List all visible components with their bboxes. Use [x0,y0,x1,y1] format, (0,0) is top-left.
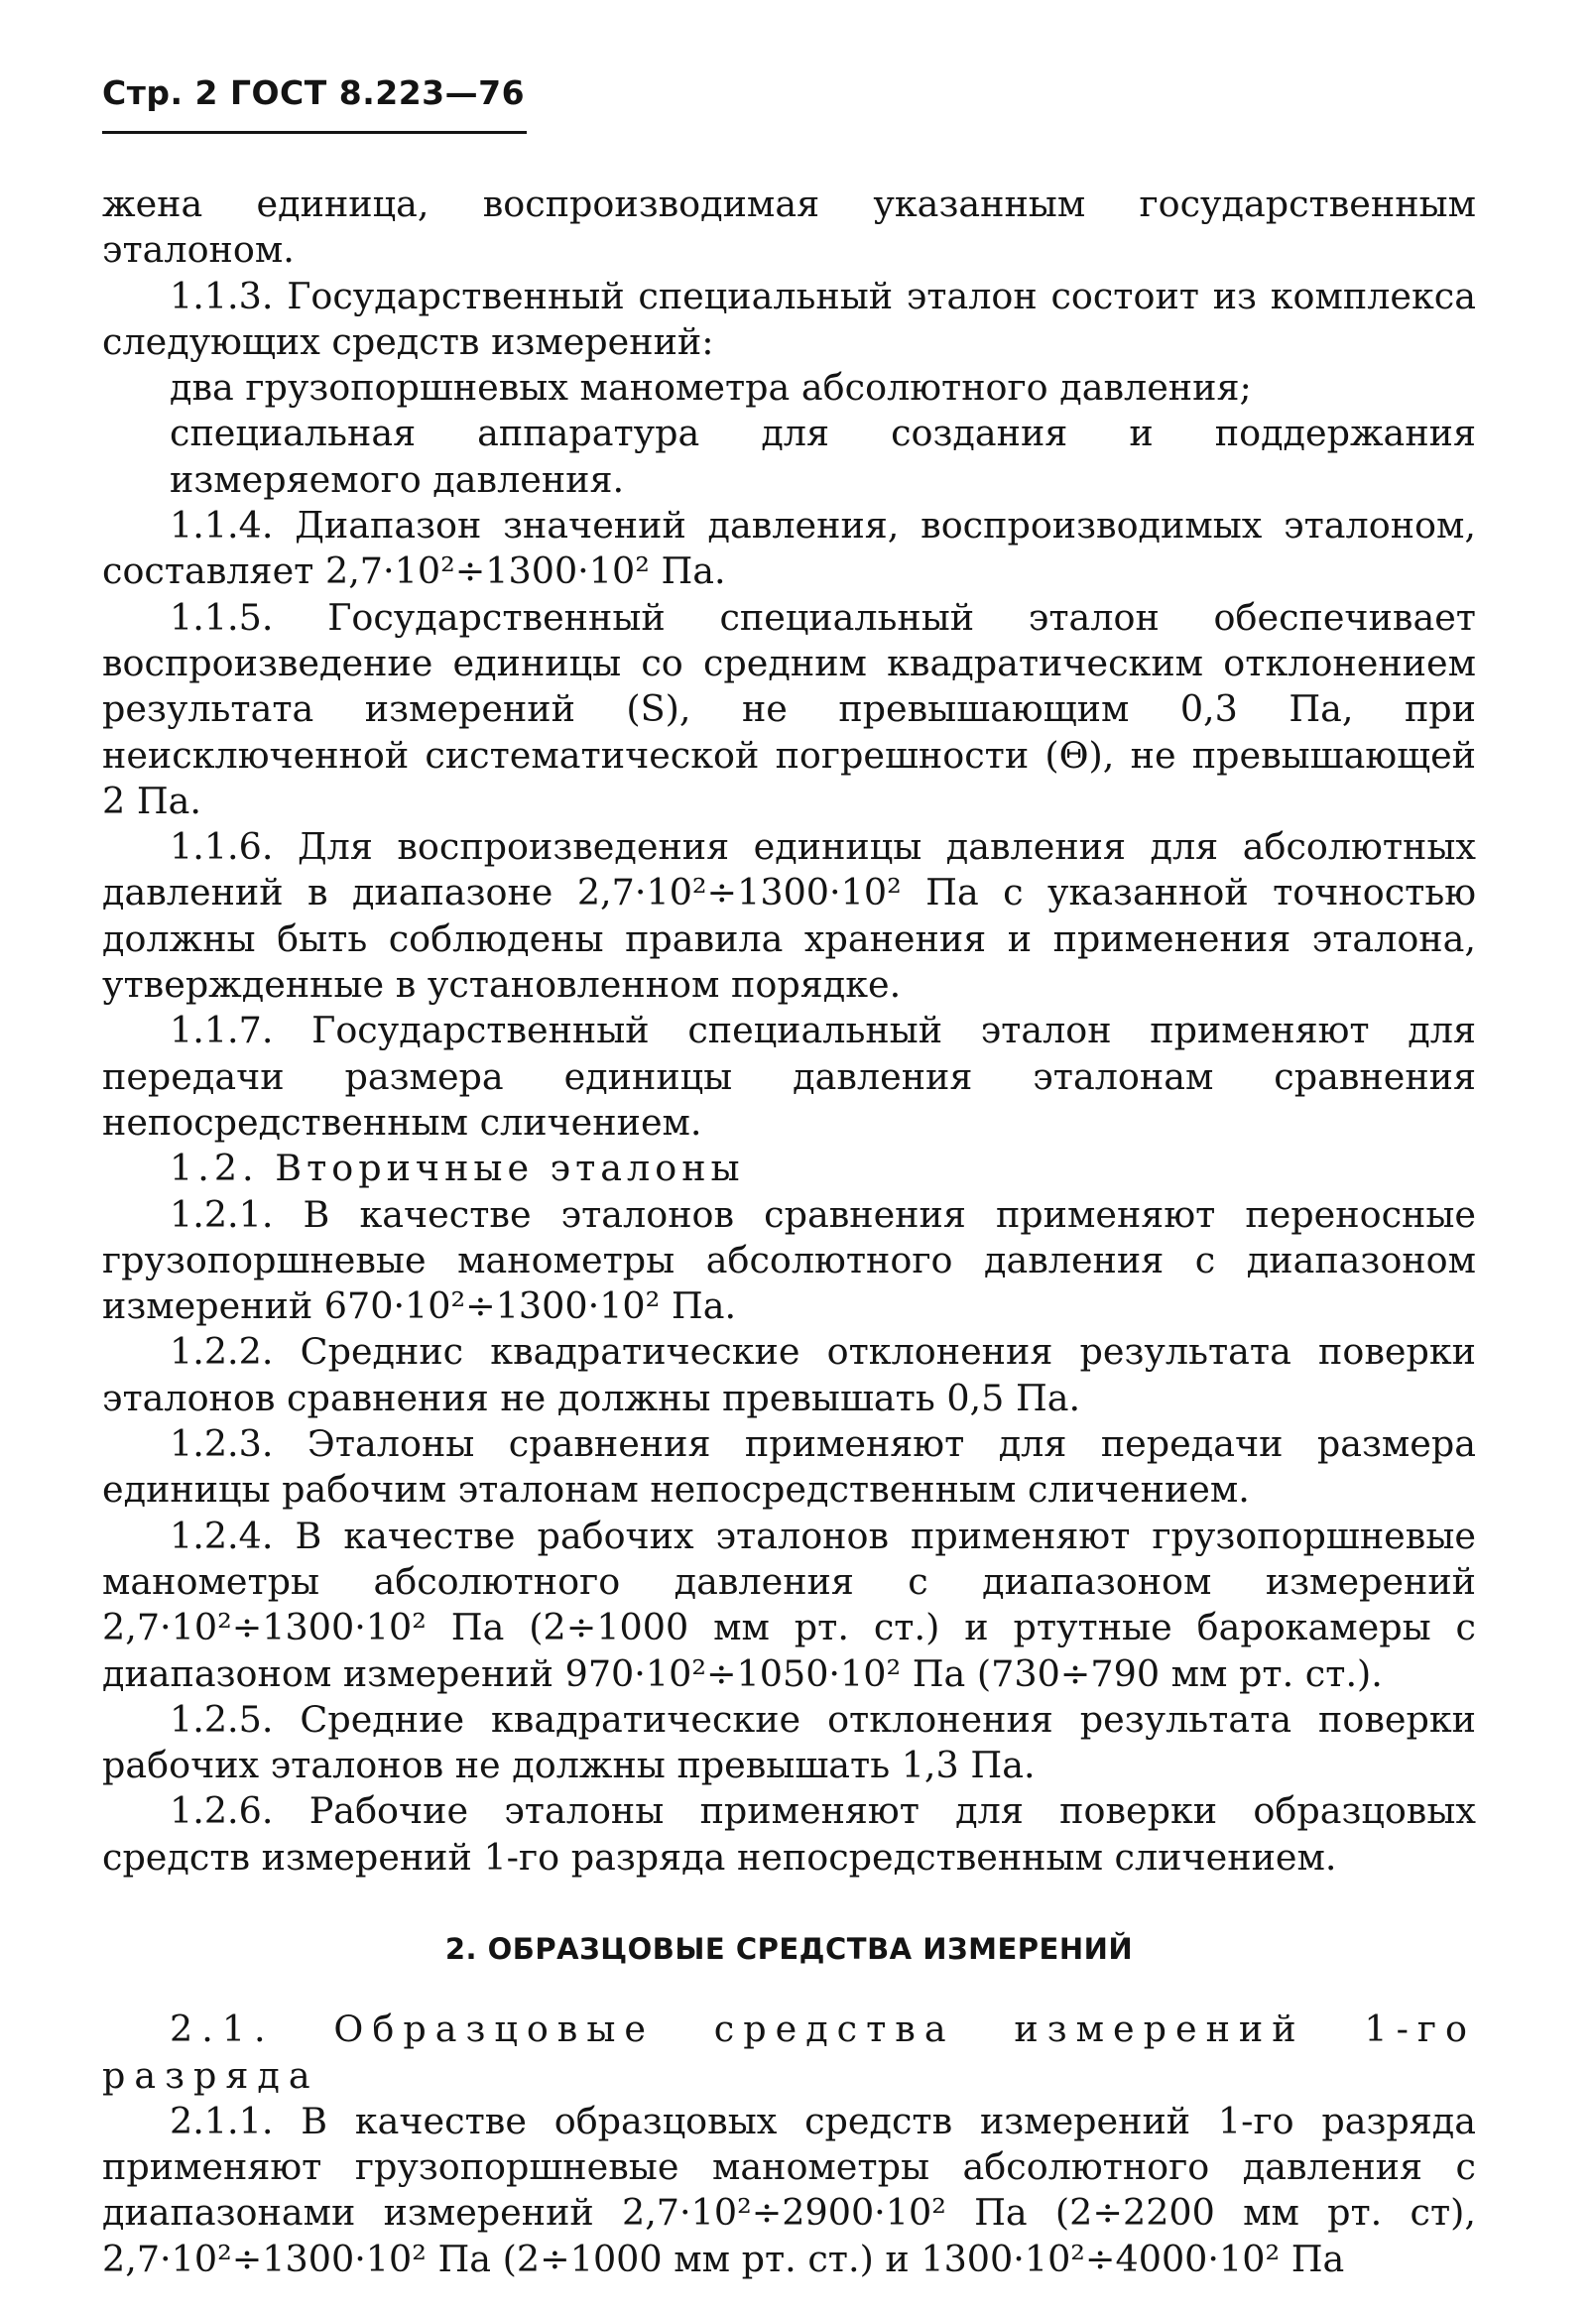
page-header: Стр. 2 ГОСТ 8.223—76 [102,73,526,112]
paragraph-2-1-1: 2.1.1. В качестве образцовых средств измерений 1-го разряда применяют грузопоршневые манометры абсолютного давления с диапазонами измерений 2,7·10²÷2900·10² Па (2÷2200 мм рт. ст), 2,7·10²÷1300·10² Па (2÷1000 мм рт. ст.) и 1300·10²÷4000·10² Па [102,2099,1476,2280]
paragraph-1-1-5: 1.1.5. Государственный специальный эталон обеспечивает воспроизведение единицы со средним квадратическим отклонением результата измерений (S), не превышающим 0,3 Па, при неисключенной систематической погрешности (Θ), не превышающей 2 Па. [102,595,1476,822]
header-rule [102,131,527,134]
subheading-2-1: 2.1. Образцовые средства измерений 1-го разряда [102,2007,1476,2097]
paragraph-1-2-1: 1.2.1. В качестве эталонов сравнения применяют переносные грузопоршневые манометры абсолютного давления с диапазоном измерений 670·10²÷1300·10² Па. [102,1192,1476,1328]
paragraph-1-1-3: 1.1.3. Государственный специальный эталон состоит из комплекса следующих средств измерений: [102,274,1476,363]
paragraph-1-1-6: 1.1.6. Для воспроизведения единицы давления для абсолютных давлений в диапазоне 2,7·10²÷1300·10² Па с указанной точностью должны быть соблюдены правила хранения и применения эталона, утвержденные в установленном порядке. [102,825,1476,1007]
paragraph-1-2-3: 1.2.3. Эталоны сравнения применяют для передачи размера единицы рабочим эталонам непосредственным сличением. [102,1422,1476,1512]
document-body [102,182,1476,2282]
paragraph-continuation: жена единица, воспроизводимая указанным государственным эталоном. [102,182,1476,272]
paragraph-1-1-4: 1.1.4. Диапазон значений давления, воспроизводимых эталоном, составляет 2,7·10²÷1300·10² Па. [102,504,1476,593]
list-item-manometers: два грузопоршневых манометра абсолютного давления; [170,366,1252,410]
paragraph-1-2-6: 1.2.6. Рабочие эталоны применяют для поверки образцовых средств измерений 1-го разряда непосредственным сличением. [102,1789,1476,1879]
paragraph-1-2-4: 1.2.4. В качестве рабочих эталонов применяют грузопоршневые манометры абсолютного давления с диапазоном измерений 2,7·10²÷1300·10² Па (2÷1000 мм рт. ст.) и ртутные барокамеры с диапазоном измерений 970·10²÷1050·10² Па (730÷790 мм рт. ст.). [102,1514,1476,1695]
section-title: 2. ОБРАЗЦОВЫЕ СРЕДСТВА ИЗМЕРЕНИЙ [444,1931,1134,1966]
paragraph-1-2-5: 1.2.5. Средние квадратические отклонения результата поверки рабочих эталонов не должны превышать 1,3 Па. [102,1697,1476,1787]
subheading-1-2: 1.2. Вторичные эталоны [170,1147,745,1190]
paragraph-1-1-7: 1.1.7. Государственный специальный эталон применяют для передачи размера единицы давления эталонам сравнения непосредственным сличением. [102,1009,1476,1144]
paragraph-1-2-2: 1.2.2. Среднис квадратические отклонения результата поверки эталонов сравнения не должны превышать 0,5 Па. [102,1330,1476,1419]
list-item-apparatus: специальная аппаратура для создания и поддержания измеряемого давления. [170,412,1476,501]
